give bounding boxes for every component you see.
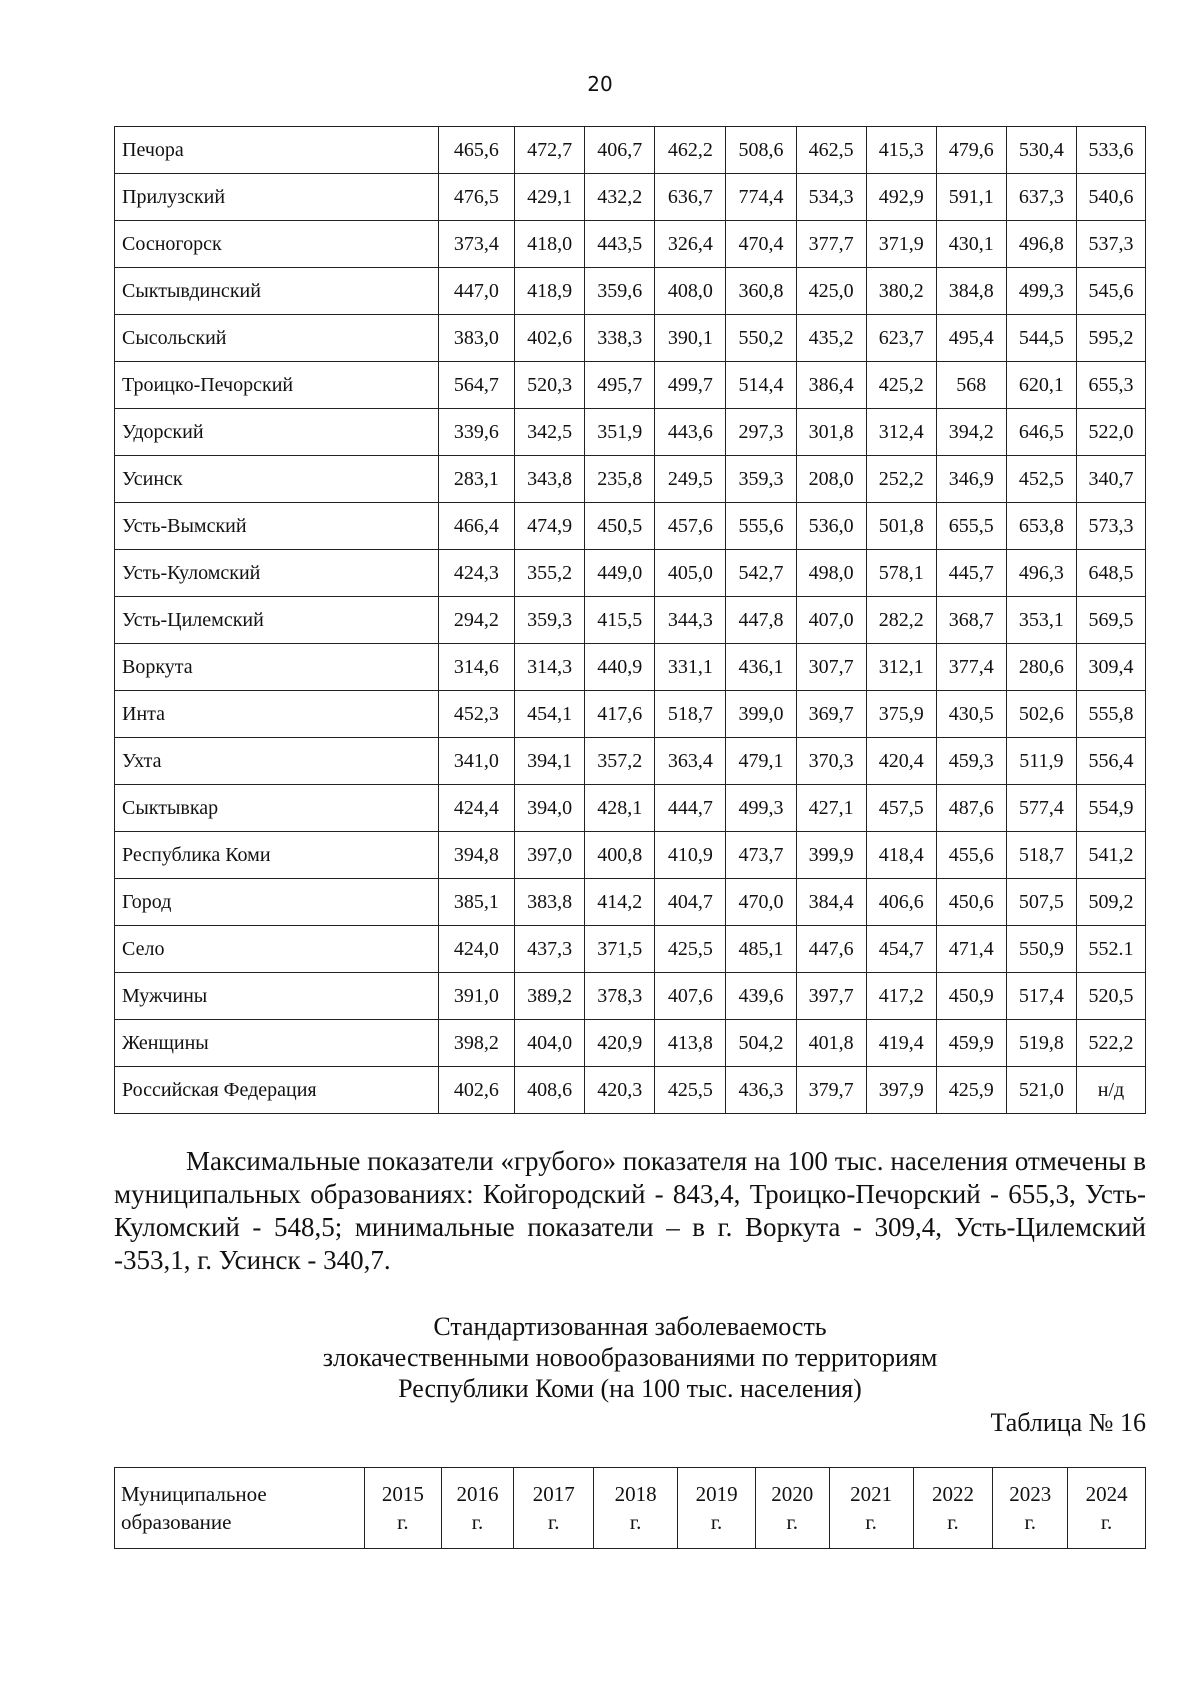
value-cell: 404,7 [655,879,726,926]
value-cell: 568 [936,362,1006,409]
value-cell: 450,9 [936,973,1006,1020]
value-cell: 425,5 [655,926,726,973]
table-row [115,1067,1146,1114]
value-cell: 457,6 [655,503,726,550]
table-row [115,550,1146,597]
header-year [1068,1468,1146,1549]
value-cell: 385,1 [438,879,515,926]
value-cell: 380,2 [866,268,936,315]
value-cell: 620,1 [1006,362,1076,409]
header-year-value: 2020 [771,1482,814,1506]
value-cell: 357,2 [585,738,655,785]
value-cell: 427,1 [796,785,866,832]
value-cell: 465,6 [438,127,515,174]
value-cell: 518,7 [1006,832,1076,879]
table-row [115,738,1146,785]
value-cell: 331,1 [655,644,726,691]
value-cell: 346,9 [936,456,1006,503]
table-16-header [114,1467,1146,1549]
value-cell: 591,1 [936,174,1006,221]
value-cell: 389,2 [515,973,585,1020]
value-cell: 312,1 [866,644,936,691]
value-cell: 384,4 [796,879,866,926]
row-label: Сыктывкар [115,785,439,832]
value-cell: 501,8 [866,503,936,550]
value-cell: 339,6 [438,409,515,456]
value-cell: 496,3 [1006,550,1076,597]
table-row [115,597,1146,644]
value-cell: 360,8 [726,268,796,315]
value-cell: 514,4 [726,362,796,409]
value-cell: 474,9 [515,503,585,550]
value-cell: 420,9 [585,1020,655,1067]
value-cell: 418,9 [515,268,585,315]
value-cell: 637,3 [1006,174,1076,221]
value-cell: 415,3 [866,127,936,174]
table-row [115,926,1146,973]
value-cell: 452,3 [438,691,515,738]
value-cell: н/д [1076,1067,1145,1114]
value-cell: 498,0 [796,550,866,597]
value-cell: 401,8 [796,1020,866,1067]
value-cell: 487,6 [936,785,1006,832]
header-year-suffix: г. [947,1510,959,1534]
row-label: Печора [115,127,439,174]
value-cell: 436,1 [726,644,796,691]
value-cell: 496,8 [1006,221,1076,268]
value-cell: 301,8 [796,409,866,456]
value-cell: 578,1 [866,550,936,597]
table-title-line: Стандартизованная заболеваемость [433,1312,827,1341]
value-cell: 507,5 [1006,879,1076,926]
value-cell: 495,4 [936,315,1006,362]
value-cell: 447,6 [796,926,866,973]
header-muni-line: Муниципальное [121,1482,267,1506]
value-cell: 443,6 [655,409,726,456]
value-cell: 397,9 [866,1067,936,1114]
row-label: Мужчины [115,973,439,1020]
header-year [678,1468,756,1549]
value-cell: 399,0 [726,691,796,738]
value-cell: 540,6 [1076,174,1145,221]
row-label: Удорский [115,409,439,456]
value-cell: 370,3 [796,738,866,785]
header-year-suffix: г. [547,1510,560,1534]
value-cell: 417,6 [585,691,655,738]
table-row [115,362,1146,409]
value-cell: 394,2 [936,409,1006,456]
value-cell: 623,7 [866,315,936,362]
value-cell: 408,0 [655,268,726,315]
value-cell: 341,0 [438,738,515,785]
value-cell: 462,2 [655,127,726,174]
value-cell: 406,6 [866,879,936,926]
table-row [115,409,1146,456]
value-cell: 338,3 [585,315,655,362]
value-cell: 509,2 [1076,879,1145,926]
value-cell: 499,3 [726,785,796,832]
value-cell: 522,2 [1076,1020,1145,1067]
value-cell: 519,8 [1006,1020,1076,1067]
value-cell: 437,3 [515,926,585,973]
value-cell: 414,2 [585,879,655,926]
value-cell: 314,6 [438,644,515,691]
value-cell: 368,7 [936,597,1006,644]
value-cell: 342,5 [515,409,585,456]
value-cell: 533,6 [1076,127,1145,174]
value-cell: 394,8 [438,832,515,879]
value-cell: 530,4 [1006,127,1076,174]
value-cell: 550,2 [726,315,796,362]
row-label: Троицко-Печорский [115,362,439,409]
row-label: Усть-Куломский [115,550,439,597]
value-cell: 502,6 [1006,691,1076,738]
header-year-value: 2022 [932,1482,975,1506]
row-label: Женщины [115,1020,439,1067]
value-cell: 405,0 [655,550,726,597]
value-cell: 439,6 [726,973,796,1020]
header-muni-line: образование [121,1510,232,1534]
value-cell: 359,3 [726,456,796,503]
value-cell: 363,4 [655,738,726,785]
value-cell: 415,5 [585,597,655,644]
value-cell: 476,5 [438,174,515,221]
value-cell: 511,9 [1006,738,1076,785]
table-row [115,1020,1146,1067]
value-cell: 536,0 [796,503,866,550]
value-cell: 774,4 [726,174,796,221]
value-cell: 383,8 [515,879,585,926]
value-cell: 454,1 [515,691,585,738]
value-cell: 445,7 [936,550,1006,597]
value-cell: 425,5 [655,1067,726,1114]
value-cell: 504,2 [726,1020,796,1067]
value-cell: 429,1 [515,174,585,221]
value-cell: 537,3 [1076,221,1145,268]
row-label: Сысольский [115,315,439,362]
value-cell: 424,4 [438,785,515,832]
value-cell: 470,4 [726,221,796,268]
row-label: Усинск [115,456,439,503]
row-label: Прилузский [115,174,439,221]
table-title-line: Республики Коми (на 100 тыс. населения) [398,1374,862,1403]
table-title-line: злокачественными новообразованиями по территориям [322,1343,938,1372]
value-cell: 455,6 [936,832,1006,879]
value-cell: 425,9 [936,1067,1006,1114]
value-cell: 550,9 [1006,926,1076,973]
value-cell: 353,1 [1006,597,1076,644]
value-cell: 424,3 [438,550,515,597]
value-cell: 297,3 [726,409,796,456]
header-year [913,1468,993,1549]
header-year-value: 2018 [614,1482,657,1506]
value-cell: 383,0 [438,315,515,362]
row-label: Российская Федерация [115,1067,439,1114]
header-year-suffix: г. [629,1510,642,1534]
value-cell: 428,1 [585,785,655,832]
value-cell: 420,4 [866,738,936,785]
table-row [115,879,1146,926]
value-cell: 556,4 [1076,738,1145,785]
value-cell: 472,7 [515,127,585,174]
value-cell: 564,7 [438,362,515,409]
header-year-value: 2017 [532,1482,575,1506]
value-cell: 655,3 [1076,362,1145,409]
value-cell: 408,6 [515,1067,585,1114]
value-cell: 294,2 [438,597,515,644]
value-cell: 420,3 [585,1067,655,1114]
value-cell: 541,2 [1076,832,1145,879]
header-year-suffix: г. [1024,1510,1037,1534]
header-year [441,1468,514,1549]
header-year-suffix: г. [710,1510,723,1534]
header-year-suffix: г. [1100,1510,1113,1534]
table-row [115,785,1146,832]
value-cell: 534,3 [796,174,866,221]
value-cell: 430,1 [936,221,1006,268]
value-cell: 314,3 [515,644,585,691]
value-cell: 400,8 [585,832,655,879]
value-cell: 457,5 [866,785,936,832]
header-year-suffix: г. [786,1510,799,1534]
value-cell: 508,6 [726,127,796,174]
value-cell: 399,9 [796,832,866,879]
value-cell: 492,9 [866,174,936,221]
table-row [115,221,1146,268]
table-row [115,691,1146,738]
row-label: Сыктывдинский [115,268,439,315]
value-cell: 435,2 [796,315,866,362]
value-cell: 373,4 [438,221,515,268]
value-cell: 517,4 [1006,973,1076,1020]
value-cell: 555,8 [1076,691,1145,738]
value-cell: 340,7 [1076,456,1145,503]
row-label: Республика Коми [115,832,439,879]
value-cell: 394,1 [515,738,585,785]
value-cell: 344,3 [655,597,726,644]
row-label: Село [115,926,439,973]
value-cell: 377,7 [796,221,866,268]
value-cell: 283,1 [438,456,515,503]
value-cell: 369,7 [796,691,866,738]
value-cell: 343,8 [515,456,585,503]
value-cell: 459,9 [936,1020,1006,1067]
header-year [829,1468,913,1549]
value-cell: 495,7 [585,362,655,409]
value-cell: 384,8 [936,268,1006,315]
summary-paragraph: Максимальные показатели «грубого» показателя на 100 тыс. населения отмечены в муниципальных образованиях: Койгородский - 843,4, Троицко-Печорский - 655,3, Усть-Куломский - 548,5; минимальные показатели – в г. Воркута - 309,4, Усть-Цилемский -353,1, г. Усинск - 340,7. [114,1146,1146,1275]
table-row [115,644,1146,691]
value-cell: 377,4 [936,644,1006,691]
table-number: Таблица № 16 [990,1408,1146,1437]
value-cell: 371,5 [585,926,655,973]
row-label: Сосногорск [115,221,439,268]
row-label: Ухта [115,738,439,785]
value-cell: 450,5 [585,503,655,550]
value-cell: 447,8 [726,597,796,644]
header-year [993,1468,1068,1549]
value-cell: 280,6 [1006,644,1076,691]
value-cell: 573,3 [1076,503,1145,550]
value-cell: 522,0 [1076,409,1145,456]
header-year [364,1468,441,1549]
value-cell: 646,5 [1006,409,1076,456]
value-cell: 485,1 [726,926,796,973]
header-year-suffix: г. [397,1510,409,1534]
value-cell: 402,6 [515,315,585,362]
incidence-table [114,126,1146,1114]
value-cell: 518,7 [655,691,726,738]
value-cell: 404,0 [515,1020,585,1067]
table-row [115,832,1146,879]
header-year-value: 2016 [456,1482,499,1506]
value-cell: 520,5 [1076,973,1145,1020]
value-cell: 391,0 [438,973,515,1020]
value-cell: 418,0 [515,221,585,268]
value-cell: 398,2 [438,1020,515,1067]
value-cell: 418,4 [866,832,936,879]
value-cell: 249,5 [655,456,726,503]
value-cell: 430,5 [936,691,1006,738]
value-cell: 443,5 [585,221,655,268]
value-cell: 410,9 [655,832,726,879]
value-cell: 440,9 [585,644,655,691]
value-cell: 252,2 [866,456,936,503]
value-cell: 413,8 [655,1020,726,1067]
header-year-value: 2023 [1009,1482,1052,1506]
value-cell: 390,1 [655,315,726,362]
value-cell: 351,9 [585,409,655,456]
value-cell: 355,2 [515,550,585,597]
value-cell: 436,3 [726,1067,796,1114]
value-cell: 653,8 [1006,503,1076,550]
value-cell: 379,7 [796,1067,866,1114]
value-cell: 454,7 [866,926,936,973]
value-cell: 450,6 [936,879,1006,926]
table-16-title [114,1311,1146,1404]
value-cell: 471,4 [936,926,1006,973]
value-cell: 479,1 [726,738,796,785]
value-cell: 235,8 [585,456,655,503]
table-row [115,315,1146,362]
value-cell: 595,2 [1076,315,1145,362]
value-cell: 473,7 [726,832,796,879]
value-cell: 554,9 [1076,785,1145,832]
value-cell: 371,9 [866,221,936,268]
header-year-value: 2019 [695,1482,738,1506]
value-cell: 397,0 [515,832,585,879]
page-number: 20 [587,72,613,96]
table-row [115,268,1146,315]
value-cell: 569,5 [1076,597,1145,644]
value-cell: 544,5 [1006,315,1076,362]
value-cell: 542,7 [726,550,796,597]
value-cell: 499,7 [655,362,726,409]
table-row [115,127,1146,174]
header-year [594,1468,678,1549]
row-label: Инта [115,691,439,738]
header-year-value: 2015 [381,1482,424,1506]
row-label: Усть-Цилемский [115,597,439,644]
value-cell: 386,4 [796,362,866,409]
row-label: Город [115,879,439,926]
header-year-value: 2021 [850,1482,893,1506]
value-cell: 307,7 [796,644,866,691]
value-cell: 359,3 [515,597,585,644]
value-cell: 406,7 [585,127,655,174]
value-cell: 452,5 [1006,456,1076,503]
value-cell: 312,4 [866,409,936,456]
value-cell: 375,9 [866,691,936,738]
header-year-suffix: г. [865,1510,877,1534]
value-cell: 499,3 [1006,268,1076,315]
value-cell: 402,6 [438,1067,515,1114]
value-cell: 282,2 [866,597,936,644]
value-cell: 470,0 [726,879,796,926]
value-cell: 521,0 [1006,1067,1076,1114]
header-municipality [115,1468,365,1549]
value-cell: 407,6 [655,973,726,1020]
value-cell: 636,7 [655,174,726,221]
value-cell: 397,7 [796,973,866,1020]
value-cell: 545,6 [1076,268,1145,315]
value-cell: 419,4 [866,1020,936,1067]
value-cell: 394,0 [515,785,585,832]
value-cell: 417,2 [866,973,936,1020]
value-cell: 309,4 [1076,644,1145,691]
header-year [755,1468,829,1549]
table-row [115,456,1146,503]
header-year [514,1468,594,1549]
value-cell: 655,5 [936,503,1006,550]
value-cell: 326,4 [655,221,726,268]
value-cell: 378,3 [585,973,655,1020]
row-label: Усть-Вымский [115,503,439,550]
value-cell: 459,3 [936,738,1006,785]
value-cell: 424,0 [438,926,515,973]
header-row [115,1468,1146,1549]
value-cell: 552.1 [1076,926,1145,973]
header-year-suffix: г. [471,1510,484,1534]
value-cell: 208,0 [796,456,866,503]
value-cell: 359,6 [585,268,655,315]
value-cell: 432,2 [585,174,655,221]
value-cell: 425,0 [796,268,866,315]
value-cell: 462,5 [796,127,866,174]
row-label: Воркута [115,644,439,691]
value-cell: 648,5 [1076,550,1145,597]
value-cell: 447,0 [438,268,515,315]
value-cell: 520,3 [515,362,585,409]
table-row [115,503,1146,550]
value-cell: 444,7 [655,785,726,832]
value-cell: 466,4 [438,503,515,550]
value-cell: 577,4 [1006,785,1076,832]
value-cell: 479,6 [936,127,1006,174]
value-cell: 449,0 [585,550,655,597]
value-cell: 555,6 [726,503,796,550]
table-row [115,973,1146,1020]
header-year-value: 2024 [1085,1482,1128,1506]
value-cell: 425,2 [866,362,936,409]
table-row [115,174,1146,221]
value-cell: 407,0 [796,597,866,644]
